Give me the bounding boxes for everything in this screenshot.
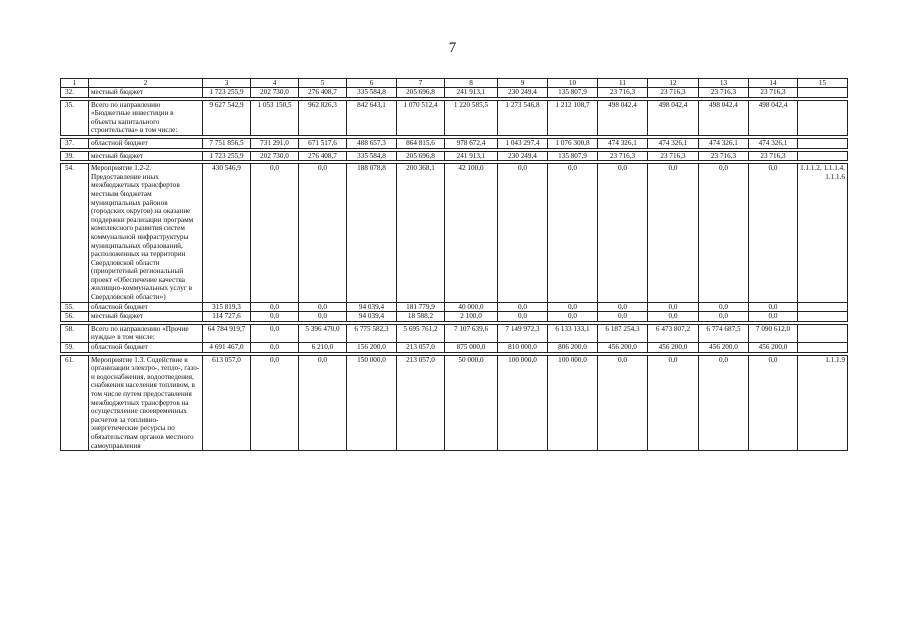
amount-cell: 135 807,9 xyxy=(548,151,598,161)
amount-cell: 1 070 512,4 xyxy=(397,100,445,135)
amount-cell: 276 408,7 xyxy=(299,88,347,98)
amount-cell: 488 657,3 xyxy=(347,138,397,148)
target-indicator-cell: 1.1.1.2, 1.1.1.4, 1.1.1.6 xyxy=(798,164,848,303)
header-cell: 8 xyxy=(445,79,498,88)
amount-cell: 0,0 xyxy=(749,312,798,322)
row-description-cell: Всего по направлению «Прочие нужды» в том числе: xyxy=(89,324,203,342)
amount-cell: 213 057,0 xyxy=(397,343,445,353)
amount-cell: 1 053 150,5 xyxy=(251,100,299,135)
amount-cell: 94 039,4 xyxy=(347,302,397,312)
row-number-cell: 59. xyxy=(61,343,89,353)
target-indicator-cell xyxy=(798,302,848,312)
row-number-cell: 55. xyxy=(61,302,89,312)
amount-cell: 498 042,4 xyxy=(648,100,699,135)
amount-cell: 42 100,0 xyxy=(445,164,498,303)
amount-cell: 978 672,4 xyxy=(445,138,498,148)
amount-cell: 0,0 xyxy=(749,164,798,303)
amount-cell: 1 043 297,4 xyxy=(498,138,548,148)
table-row xyxy=(61,312,848,322)
amount-cell: 842 643,1 xyxy=(347,100,397,135)
amount-cell: 6 187 254,3 xyxy=(598,324,648,342)
amount-cell: 2 100,0 xyxy=(445,312,498,322)
amount-cell: 1 212 108,7 xyxy=(548,100,598,135)
row-number-cell: 35. xyxy=(61,100,89,135)
amount-cell: 6 473 807,2 xyxy=(648,324,699,342)
amount-cell: 135 807,9 xyxy=(548,88,598,98)
amount-cell: 23 716,3 xyxy=(749,151,798,161)
amount-cell: 0,0 xyxy=(251,355,299,451)
amount-cell: 0,0 xyxy=(648,355,699,451)
header-cell: 11 xyxy=(598,79,648,88)
header-cell: 2 xyxy=(89,79,203,88)
amount-cell: 0,0 xyxy=(699,302,749,312)
amount-cell: 23 716,3 xyxy=(699,151,749,161)
amount-cell: 731 291,0 xyxy=(251,138,299,148)
header-cell: 5 xyxy=(299,79,347,88)
amount-cell: 0,0 xyxy=(299,164,347,303)
amount-cell: 864 815,6 xyxy=(397,138,445,148)
amount-cell: 0,0 xyxy=(299,302,347,312)
page-number: 7 xyxy=(448,40,457,56)
target-indicator-cell xyxy=(798,151,848,161)
amount-cell: 1 220 585,5 xyxy=(445,100,498,135)
amount-cell: 5 695 761,2 xyxy=(397,324,445,342)
header-cell: 14 xyxy=(749,79,798,88)
table-row xyxy=(61,355,848,451)
amount-cell: 64 784 919,7 xyxy=(203,324,251,342)
row-description-cell: областной бюджет xyxy=(89,138,203,148)
header-cell: 15 xyxy=(798,79,848,88)
amount-cell: 0,0 xyxy=(598,312,648,322)
amount-cell: 23 716,3 xyxy=(699,88,749,98)
amount-cell: 335 584,8 xyxy=(347,151,397,161)
amount-cell: 23 716,3 xyxy=(598,88,648,98)
amount-cell: 276 408,7 xyxy=(299,151,347,161)
header-cell: 10 xyxy=(548,79,598,88)
amount-cell: 230 249,4 xyxy=(498,88,548,98)
row-number-cell: 32. xyxy=(61,88,89,98)
amount-cell: 430 546,9 xyxy=(203,164,251,303)
amount-cell: 498 042,4 xyxy=(699,100,749,135)
amount-cell: 100 000,0 xyxy=(548,355,598,451)
amount-cell: 0,0 xyxy=(548,302,598,312)
amount-cell: 456 200,0 xyxy=(648,343,699,353)
header-cell: 7 xyxy=(397,79,445,88)
amount-cell: 213 057,0 xyxy=(397,355,445,451)
header-cell: 3 xyxy=(203,79,251,88)
header-cell: 9 xyxy=(498,79,548,88)
amount-cell: 456 200,0 xyxy=(598,343,648,353)
amount-cell: 114 727,6 xyxy=(203,312,251,322)
row-description-cell: местный бюджет xyxy=(89,151,203,161)
amount-cell: 456 200,0 xyxy=(699,343,749,353)
amount-cell: 315 819,3 xyxy=(203,302,251,312)
row-description-cell: Мероприятие 1.2-2. Предоставление иных межбюджетных трансфертов местным бюджетам муниципальных районов (городских округов) на оказание поддержки реализации программ комплексного развития систем коммунальной инфраструктуры муниципальных образований, расположенных на территории Свердловской области (приоритетный региональный проект «Обеспечение качества жилищно-коммунальных услуг в Свердловской области») xyxy=(89,164,203,303)
amount-cell: 23 716,3 xyxy=(598,151,648,161)
row-description-cell: местный бюджет xyxy=(89,312,203,322)
amount-cell: 1 723 255,9 xyxy=(203,151,251,161)
amount-cell: 0,0 xyxy=(699,355,749,451)
row-number-cell: 58. xyxy=(61,324,89,342)
amount-cell: 0,0 xyxy=(498,312,548,322)
header-cell: 1 xyxy=(61,79,89,88)
amount-cell: 1 076 300,8 xyxy=(548,138,598,148)
amount-cell: 6 133 133,1 xyxy=(548,324,598,342)
amount-cell: 456 200,0 xyxy=(749,343,798,353)
amount-cell: 23 716,3 xyxy=(648,151,699,161)
amount-cell: 0,0 xyxy=(251,324,299,342)
table-row xyxy=(61,302,848,312)
amount-cell: 0,0 xyxy=(648,312,699,322)
amount-cell: 0,0 xyxy=(598,355,648,451)
amount-cell: 23 716,3 xyxy=(749,88,798,98)
amount-cell: 202 730,0 xyxy=(251,88,299,98)
row-number-cell: 54. xyxy=(61,164,89,303)
header-row xyxy=(61,79,848,88)
target-indicator-cell: 1.1.1.9 xyxy=(798,355,848,451)
amount-cell: 100 000,0 xyxy=(498,355,548,451)
amount-cell: 498 042,4 xyxy=(749,100,798,135)
amount-cell: 1 273 546,8 xyxy=(498,100,548,135)
amount-cell: 7 090 612,0 xyxy=(749,324,798,342)
amount-cell: 50 000,0 xyxy=(445,355,498,451)
target-indicator-cell xyxy=(798,88,848,98)
amount-cell: 671 517,6 xyxy=(299,138,347,148)
header-cell: 6 xyxy=(347,79,397,88)
target-indicator-cell xyxy=(798,324,848,342)
amount-cell: 200 368,1 xyxy=(397,164,445,303)
amount-cell: 156 200,0 xyxy=(347,343,397,353)
table-row xyxy=(61,343,848,353)
amount-cell: 1 723 255,9 xyxy=(203,88,251,98)
amount-cell: 0,0 xyxy=(251,312,299,322)
amount-cell: 0,0 xyxy=(548,312,598,322)
amount-cell: 150 000,0 xyxy=(347,355,397,451)
amount-cell: 0,0 xyxy=(251,164,299,303)
row-description-cell: Всего по направлению «Бюджетные инвестиции в объекты капитального строительства» в том числе: xyxy=(89,100,203,135)
amount-cell: 498 042,4 xyxy=(598,100,648,135)
row-number-cell: 39. xyxy=(61,151,89,161)
table-body xyxy=(61,79,848,451)
amount-cell: 0,0 xyxy=(548,164,598,303)
row-number-cell: 56. xyxy=(61,312,89,322)
amount-cell: 0,0 xyxy=(648,164,699,303)
budget-table xyxy=(60,78,848,451)
table-row xyxy=(61,88,848,98)
amount-cell: 0,0 xyxy=(498,164,548,303)
amount-cell: 962 826,3 xyxy=(299,100,347,135)
amount-cell: 474 326,1 xyxy=(699,138,749,148)
target-indicator-cell xyxy=(798,312,848,322)
amount-cell: 18 588,2 xyxy=(397,312,445,322)
header-cell: 12 xyxy=(648,79,699,88)
amount-cell: 875 000,0 xyxy=(445,343,498,353)
row-description-cell: областной бюджет xyxy=(89,302,203,312)
amount-cell: 0,0 xyxy=(699,164,749,303)
amount-cell: 474 326,1 xyxy=(598,138,648,148)
table-row xyxy=(61,151,848,161)
amount-cell: 0,0 xyxy=(598,164,648,303)
amount-cell: 0,0 xyxy=(598,302,648,312)
row-description-cell: Мероприятие 1.3. Содействие в организации электро-, тепло-, газо- и водоснабжения, водоотведения, снабжения населения топливом, в том числе путем предоставления межбюджетных трансфертов на осуществление своевременных расчетов за топливно-энергетические ресурсы по обязательствам органов местного самоуправления xyxy=(89,355,203,451)
amount-cell: 0,0 xyxy=(699,312,749,322)
amount-cell: 23 716,3 xyxy=(648,88,699,98)
amount-cell: 6 775 582,3 xyxy=(347,324,397,342)
header-cell: 13 xyxy=(699,79,749,88)
amount-cell: 4 691 467,0 xyxy=(203,343,251,353)
amount-cell: 0,0 xyxy=(749,302,798,312)
row-description-cell: местный бюджет xyxy=(89,88,203,98)
table-row xyxy=(61,138,848,148)
target-indicator-cell xyxy=(798,343,848,353)
amount-cell: 188 078,8 xyxy=(347,164,397,303)
row-number-cell: 37. xyxy=(61,138,89,148)
amount-cell: 241 913,1 xyxy=(445,88,498,98)
amount-cell: 474 326,1 xyxy=(648,138,699,148)
row-number-cell: 61. xyxy=(61,355,89,451)
target-indicator-cell xyxy=(798,100,848,135)
table-row xyxy=(61,164,848,303)
amount-cell: 230 249,4 xyxy=(498,151,548,161)
row-description-cell: областной бюджет xyxy=(89,343,203,353)
amount-cell: 613 057,0 xyxy=(203,355,251,451)
amount-cell: 806 200,0 xyxy=(548,343,598,353)
amount-cell: 0,0 xyxy=(251,302,299,312)
amount-cell: 205 696,8 xyxy=(397,151,445,161)
target-indicator-cell xyxy=(798,138,848,148)
amount-cell: 94 039,4 xyxy=(347,312,397,322)
amount-cell: 0,0 xyxy=(498,302,548,312)
amount-cell: 0,0 xyxy=(749,355,798,451)
amount-cell: 474 326,1 xyxy=(749,138,798,148)
amount-cell: 810 000,0 xyxy=(498,343,548,353)
amount-cell: 0,0 xyxy=(299,312,347,322)
amount-cell: 241 913,1 xyxy=(445,151,498,161)
amount-cell: 0,0 xyxy=(648,302,699,312)
amount-cell: 7 751 856,5 xyxy=(203,138,251,148)
amount-cell: 5 396 470,0 xyxy=(299,324,347,342)
amount-cell: 6 210,0 xyxy=(299,343,347,353)
amount-cell: 205 696,8 xyxy=(397,88,445,98)
amount-cell: 0,0 xyxy=(251,343,299,353)
amount-cell: 40 000,0 xyxy=(445,302,498,312)
amount-cell: 7 107 639,6 xyxy=(445,324,498,342)
amount-cell: 7 149 972,3 xyxy=(498,324,548,342)
amount-cell: 335 584,8 xyxy=(347,88,397,98)
amount-cell: 202 730,0 xyxy=(251,151,299,161)
amount-cell: 6 774 687,5 xyxy=(699,324,749,342)
amount-cell: 181 779,9 xyxy=(397,302,445,312)
header-cell: 4 xyxy=(251,79,299,88)
amount-cell: 9 627 542,9 xyxy=(203,100,251,135)
amount-cell: 0,0 xyxy=(299,355,347,451)
table-row xyxy=(61,100,848,135)
table-row xyxy=(61,324,848,342)
